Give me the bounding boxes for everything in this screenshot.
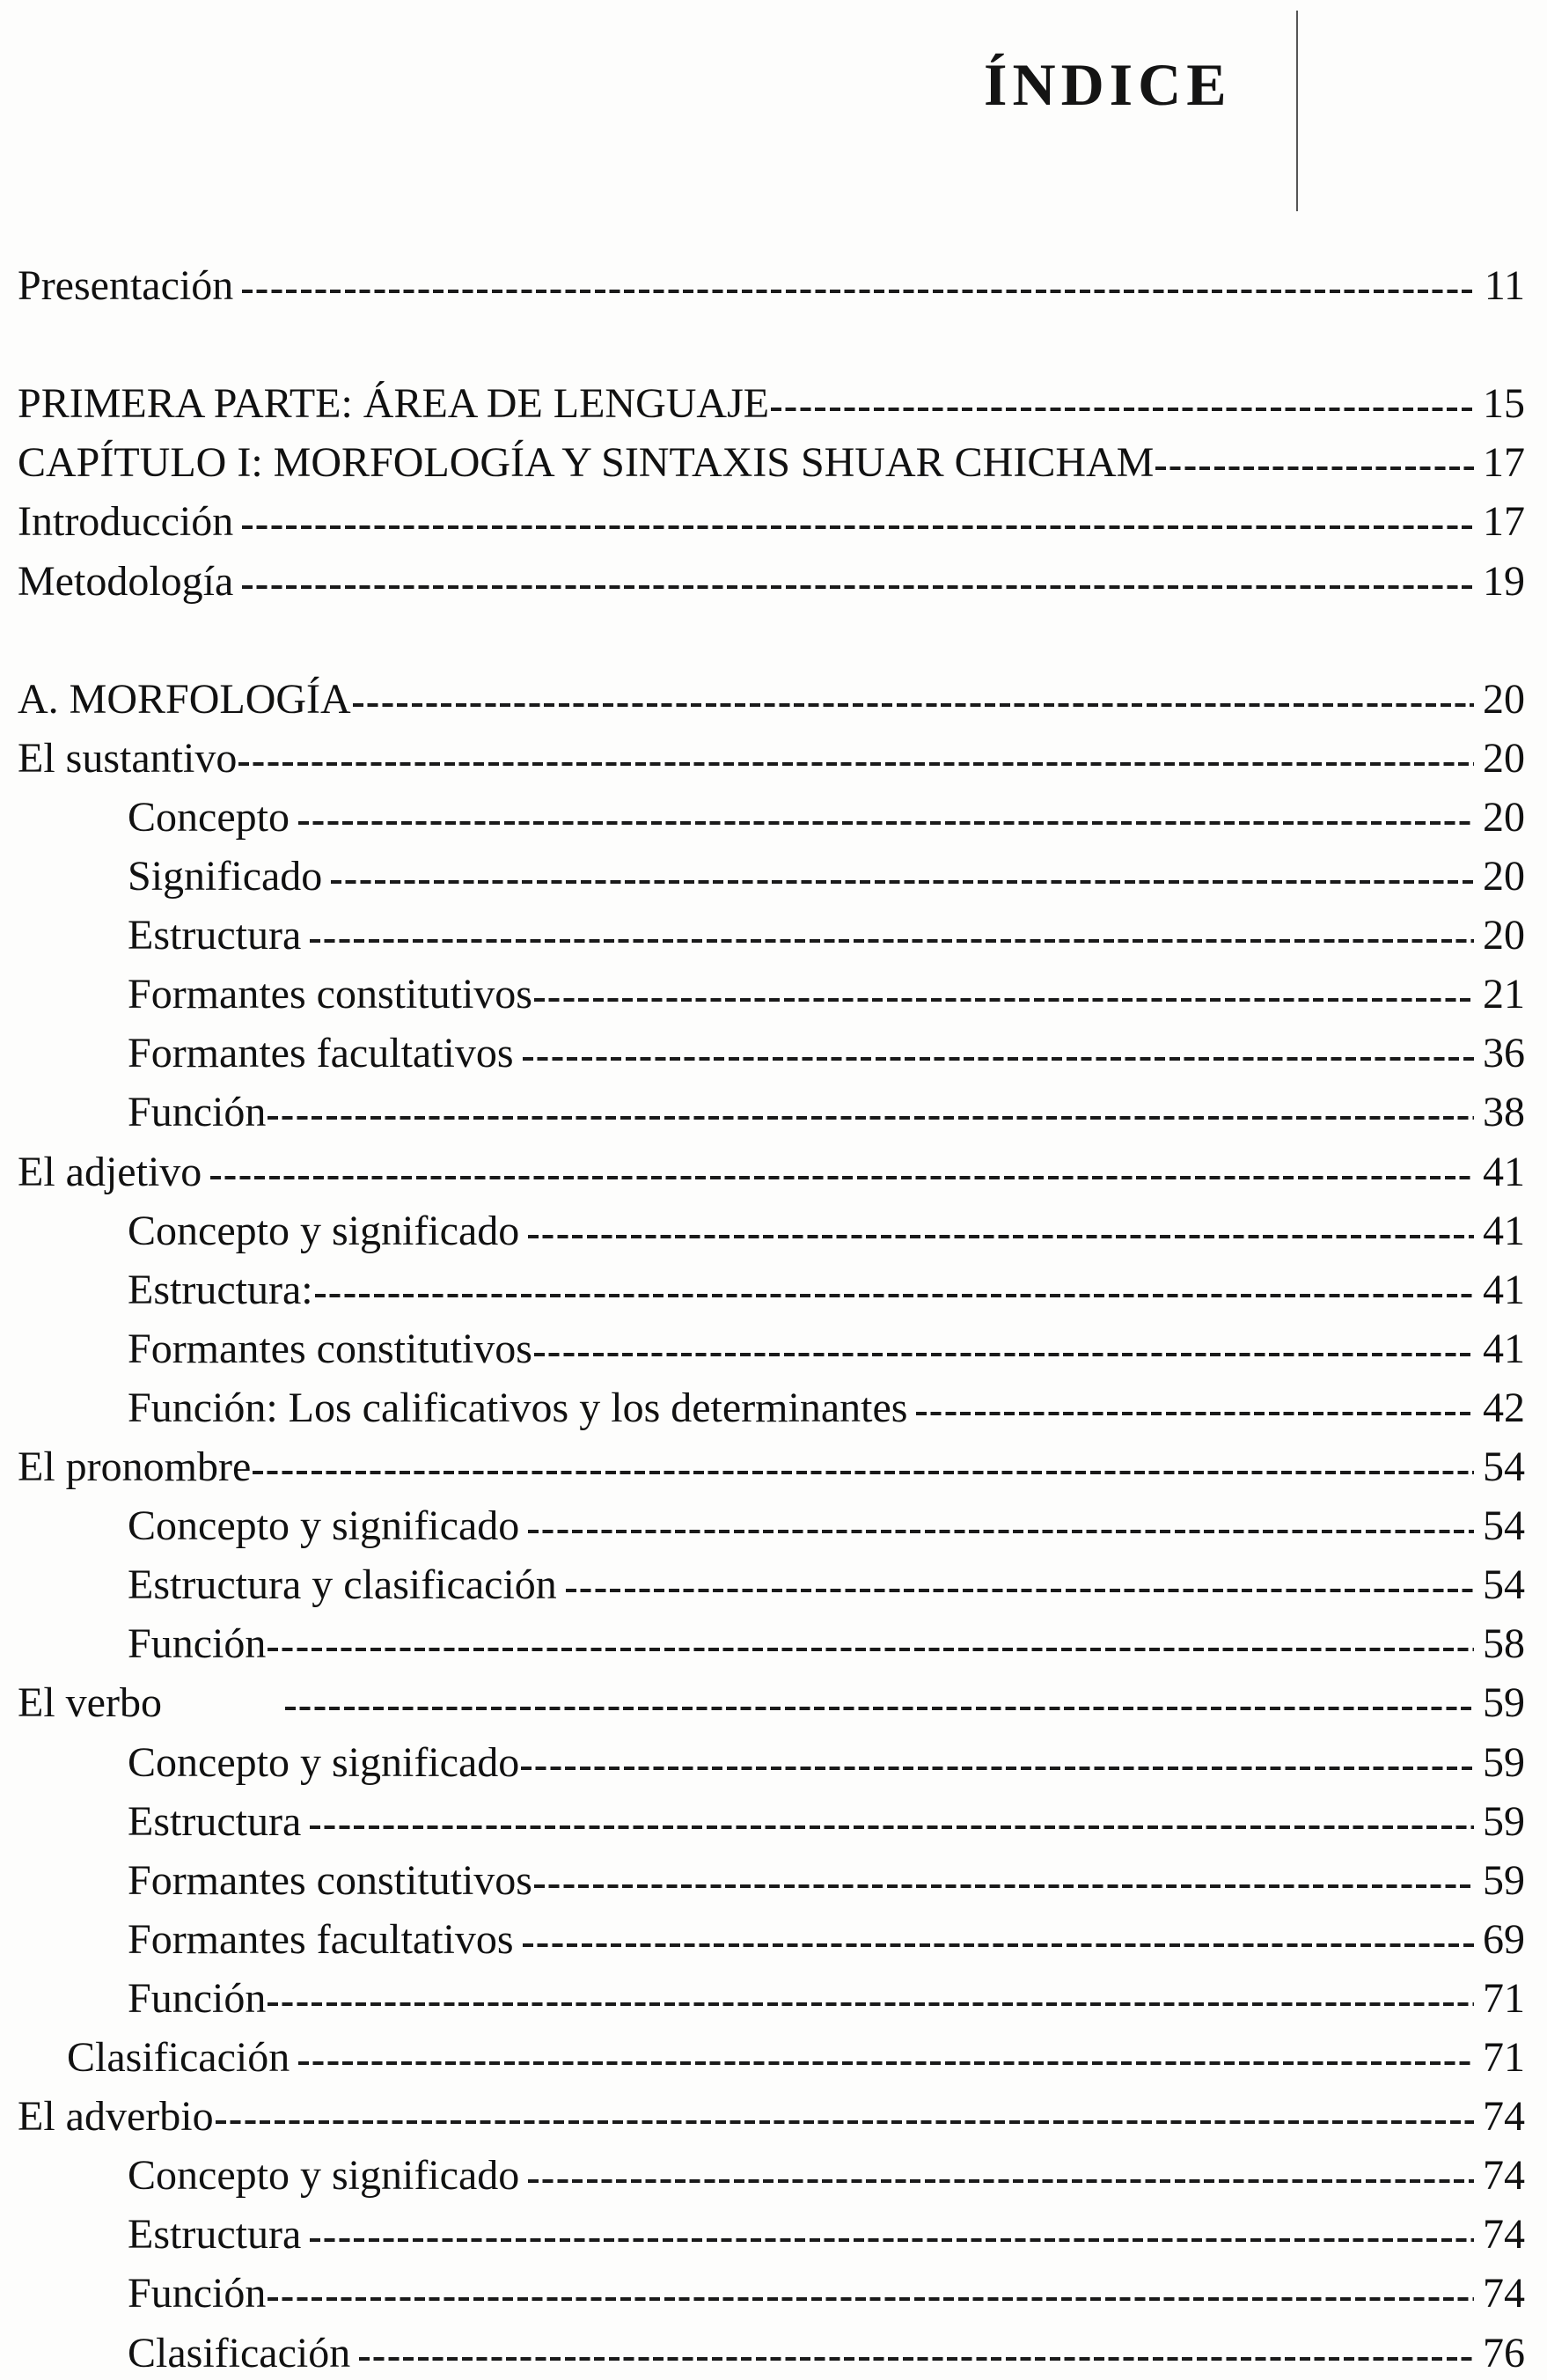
dot-leader — [216, 2120, 1474, 2124]
toc-entry-verbo[interactable] — [0, 1677, 1525, 1730]
dot-leader — [238, 762, 1474, 766]
page-number: 54 — [1483, 1443, 1525, 1490]
entry-label: Función: Los calificativos y los determinantes — [128, 1384, 908, 1431]
page-number: 15 — [1483, 380, 1525, 428]
entry-label: Formantes facultativos — [128, 1030, 514, 1077]
toc-entry-adjetivo-formantes-constitutivos[interactable] — [0, 1323, 1525, 1376]
entry-label: Presentación — [18, 262, 234, 309]
page-number: 59 — [1483, 1856, 1525, 1904]
entry-label: Significado — [128, 853, 323, 900]
page-number: 76 — [1483, 2329, 1525, 2376]
toc-entry-adverbio-clasificacion[interactable] — [0, 2327, 1525, 2380]
entry-label: Concepto y significado — [128, 1738, 520, 1786]
page-number: 20 — [1483, 675, 1525, 723]
toc-entry-pronombre-funcion[interactable] — [0, 1618, 1525, 1671]
page-number: 41 — [1483, 1266, 1525, 1313]
page-number: 59 — [1483, 1679, 1525, 1727]
page-number: 74 — [1483, 2270, 1525, 2318]
page-number: 59 — [1483, 1797, 1525, 1845]
dot-leader — [916, 1412, 1474, 1415]
entry-label: Concepto y significado — [128, 2152, 520, 2200]
dot-leader — [528, 2179, 1474, 2183]
toc-entry-adverbio-funcion[interactable] — [0, 2267, 1525, 2320]
dot-leader — [359, 2357, 1474, 2361]
toc-entry-pronombre-concepto-significado[interactable] — [0, 1500, 1525, 1553]
dot-leader — [528, 1530, 1474, 1533]
toc-entry-pronombre-estructura-clasificacion[interactable] — [0, 1559, 1525, 1612]
dot-leader — [566, 1589, 1474, 1592]
dot-leader — [310, 939, 1474, 943]
page-number: 58 — [1483, 1620, 1525, 1668]
entry-label: Formantes constitutivos — [128, 1325, 532, 1372]
toc-entry-adjetivo-funcion[interactable] — [0, 1382, 1525, 1435]
dot-leader — [253, 1471, 1474, 1474]
dot-leader — [242, 585, 1474, 589]
toc-entry-metodologia[interactable] — [0, 555, 1525, 608]
toc-entry-sustantivo-concepto[interactable] — [0, 791, 1525, 844]
dot-leader — [353, 703, 1474, 707]
entry-label: Estructura — [128, 1797, 302, 1845]
page-title: ÍNDICE — [984, 51, 1232, 118]
entry-label: Clasificación — [67, 2034, 290, 2081]
entry-label: Formantes constitutivos — [128, 1856, 532, 1904]
dot-leader — [310, 2238, 1474, 2242]
page-number: 42 — [1483, 1384, 1525, 1431]
toc-entry-verbo-formantes-facultativos[interactable] — [0, 1914, 1525, 1966]
page-number: 69 — [1483, 1915, 1525, 1963]
dot-leader — [268, 2002, 1474, 2006]
toc-entry-sustantivo-funcion[interactable] — [0, 1086, 1525, 1139]
dot-leader — [534, 998, 1474, 1002]
entry-label: Estructura — [128, 2211, 302, 2259]
toc-entry-adjetivo-estructura[interactable] — [0, 1264, 1525, 1317]
entry-label: Concepto y significado — [128, 1207, 520, 1254]
toc-entry-verbo-estructura[interactable] — [0, 1796, 1525, 1848]
dot-leader — [534, 1884, 1474, 1888]
vertical-rule — [1296, 11, 1298, 211]
entry-label: Función — [128, 2270, 267, 2318]
entry-label: El sustantivo — [18, 734, 238, 782]
dot-leader — [523, 1943, 1474, 1947]
toc-entry-sustantivo-formantes-facultativos[interactable] — [0, 1027, 1525, 1080]
page-number: 71 — [1483, 2034, 1525, 2081]
toc-entry-sustantivo[interactable] — [0, 732, 1525, 785]
entry-label: Formantes facultativos — [128, 1915, 514, 1963]
toc-entry-pronombre[interactable] — [0, 1441, 1525, 1494]
page-number: 41 — [1483, 1325, 1525, 1372]
page-number: 17 — [1483, 439, 1525, 487]
page-number: 17 — [1483, 498, 1525, 546]
entry-label: Función — [128, 1620, 267, 1668]
page-number: 71 — [1483, 1974, 1525, 2022]
dot-leader — [534, 1353, 1474, 1356]
dot-leader — [315, 1294, 1474, 1297]
page-number: 54 — [1483, 1502, 1525, 1550]
page-number: 19 — [1483, 557, 1525, 605]
toc-entry-adverbio-concepto-significado[interactable] — [0, 2149, 1525, 2202]
toc-entry-presentacion[interactable] — [0, 260, 1525, 312]
toc-entry-sustantivo-formantes-constitutivos[interactable] — [0, 968, 1525, 1021]
dot-leader — [298, 821, 1474, 825]
entry-label: Clasificación — [128, 2329, 351, 2376]
dot-leader — [771, 408, 1474, 411]
entry-label: A. MORFOLOGÍA — [18, 675, 351, 723]
toc-entry-verbo-formantes-constitutivos[interactable] — [0, 1855, 1525, 1907]
entry-label: Estructura: — [128, 1266, 313, 1313]
toc-entry-adjetivo[interactable] — [0, 1146, 1525, 1199]
page-number: 20 — [1483, 793, 1525, 841]
toc-entry-sustantivo-significado[interactable] — [0, 850, 1525, 903]
page-number: 38 — [1483, 1089, 1525, 1136]
entry-label: El adjetivo — [18, 1148, 202, 1195]
dot-leader — [242, 290, 1476, 293]
entry-label: Función — [128, 1089, 267, 1136]
entry-label: Formantes constitutivos — [128, 971, 532, 1018]
page-number: 20 — [1483, 734, 1525, 782]
page-number: 59 — [1483, 1738, 1525, 1786]
entry-label: Estructura — [128, 912, 302, 959]
dot-leader — [210, 1176, 1474, 1179]
dot-leader — [310, 1825, 1474, 1829]
toc-entry-verbo-funcion[interactable] — [0, 1972, 1525, 2025]
entry-label: Metodología — [18, 557, 234, 605]
toc-entry-adjetivo-concepto-significado[interactable] — [0, 1205, 1525, 1258]
page-number: 20 — [1483, 853, 1525, 900]
toc-entry-capitulo-i[interactable] — [0, 437, 1525, 489]
entry-label: CAPÍTULO I: MORFOLOGÍA Y SINTAXIS SHUAR CHICHAM — [18, 439, 1155, 487]
entry-label: Concepto y significado — [128, 1502, 520, 1550]
page-number: 54 — [1483, 1561, 1525, 1609]
page-number: 41 — [1483, 1207, 1525, 1254]
page-number: 36 — [1483, 1030, 1525, 1077]
toc-entry-introduccion[interactable] — [0, 496, 1525, 548]
entry-label: Introducción — [18, 498, 234, 546]
entry-label: El verbo — [18, 1679, 162, 1727]
dot-leader — [298, 2061, 1474, 2065]
toc-entry-verbo-clasificacion[interactable] — [0, 2031, 1525, 2084]
dot-leader — [528, 1235, 1474, 1238]
toc-entry-verbo-concepto-significado[interactable] — [0, 1737, 1525, 1789]
dot-leader — [268, 1648, 1474, 1651]
page-number: 11 — [1484, 262, 1525, 309]
dot-leader — [523, 1057, 1474, 1061]
dot-leader — [285, 1707, 1474, 1710]
toc-entry-adverbio-estructura[interactable] — [0, 2208, 1525, 2261]
dot-leader — [521, 1767, 1474, 1770]
entry-label: El adverbio — [18, 2093, 214, 2141]
page-number: 74 — [1483, 2093, 1525, 2141]
dot-leader — [242, 525, 1474, 529]
entry-label: Estructura y clasificación — [128, 1561, 557, 1609]
entry-label: PRIMERA PARTE: ÁREA DE LENGUAJE — [18, 380, 770, 428]
page-number: 41 — [1483, 1148, 1525, 1195]
toc-entry-primera-parte[interactable] — [0, 378, 1525, 430]
dot-leader — [268, 1116, 1474, 1120]
toc-entry-a-morfologia[interactable] — [0, 673, 1525, 726]
entry-label: Concepto — [128, 793, 290, 841]
toc-entry-adverbio[interactable] — [0, 2090, 1525, 2143]
entry-label: Función — [128, 1974, 267, 2022]
entry-label: El pronombre — [18, 1443, 252, 1490]
toc-entry-sustantivo-estructura[interactable] — [0, 909, 1525, 962]
dot-leader — [268, 2297, 1474, 2301]
page-number: 20 — [1483, 912, 1525, 959]
page-number: 74 — [1483, 2211, 1525, 2259]
dot-leader — [331, 880, 1474, 884]
dot-leader — [1155, 466, 1474, 470]
page-number: 21 — [1483, 971, 1525, 1018]
page-number: 74 — [1483, 2152, 1525, 2200]
